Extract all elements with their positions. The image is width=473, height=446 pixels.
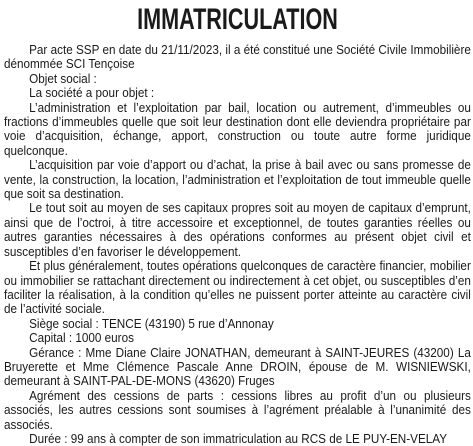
paragraph-capital: Capital : 1000 euros (29, 331, 134, 346)
paragraph-objet-acquisition: L’acquisition par voie d’apport ou d’achat, la prise à bail avec ou sans promesse de vente, la construction, la location, l’administration et l’exploitation de tout immeuble quelle que soit sa destination. (4, 158, 471, 202)
paragraph-siege-social: Siège social : TENCE (43190) 5 rue d’Annonay (29, 316, 274, 331)
paragraph-objet-financement: Le tout soit au moyen de ses capitaux propres soit au moyen de capitaux d’emprunt, ainsi que de l’octroi, à titre accessoire et exceptionnel, de toutes garanties réelles ou autres garanties nécessaires à des opérations conformes au présent objet civil et susceptibles d’en favoriser le développement. (4, 201, 471, 259)
paragraph-incorporation: Par acte SSP en date du 21/11/2023, il a été constitué une Société Civile Immobilière dénommée SCI Tençoise (4, 43, 471, 72)
paragraph-gerance: Gérance : Mme Diane Claire JONATHAN, demeurant à SAINT-JEURES (43200) La Bruyerette et Mme Clémence Pascale Anne DROIN, épouse de M. WISNIEWSKI, demeurant à SAINT-PAL-DE-MONS (43620) Fruges (4, 345, 471, 389)
paragraph-objet-administration: L’administration et l’exploitation par bail, location ou autrement, d’immeubles ou fractions d’immeubles quelle que soit leur destination dont elle deviendra propriétaire par voie d’acquisition, échange, apport, construction ou toute autre forme juridique quelconque. (4, 100, 471, 158)
paragraph-objet-heading: Objet social : (29, 71, 97, 86)
paragraph-agrement: Agrément des cessions de parts : cessions libres au profit d’un ou plusieurs associés, les autres cessions sont soumises à l’agrément préalable à l’unanimité des associés. (4, 388, 471, 432)
notice-title: IMMATRICULATION (137, 3, 338, 36)
paragraph-duree: Durée : 99 ans à compter de son immatriculation au RCS de LE PUY-EN-VELAY (29, 431, 448, 446)
paragraph-objet-general: Et plus généralement, toutes opérations quelconques de caractère financier, mobilier ou immobilier se rattachant directement ou indirectement à cet objet, ou susceptibles d’en faciliter la réalisation, à la condition qu’elles ne puissent porter atteinte au caractère civil de l’activité sociale. (4, 259, 471, 317)
paragraph-objet-intro: La société a pour objet : (29, 86, 155, 101)
